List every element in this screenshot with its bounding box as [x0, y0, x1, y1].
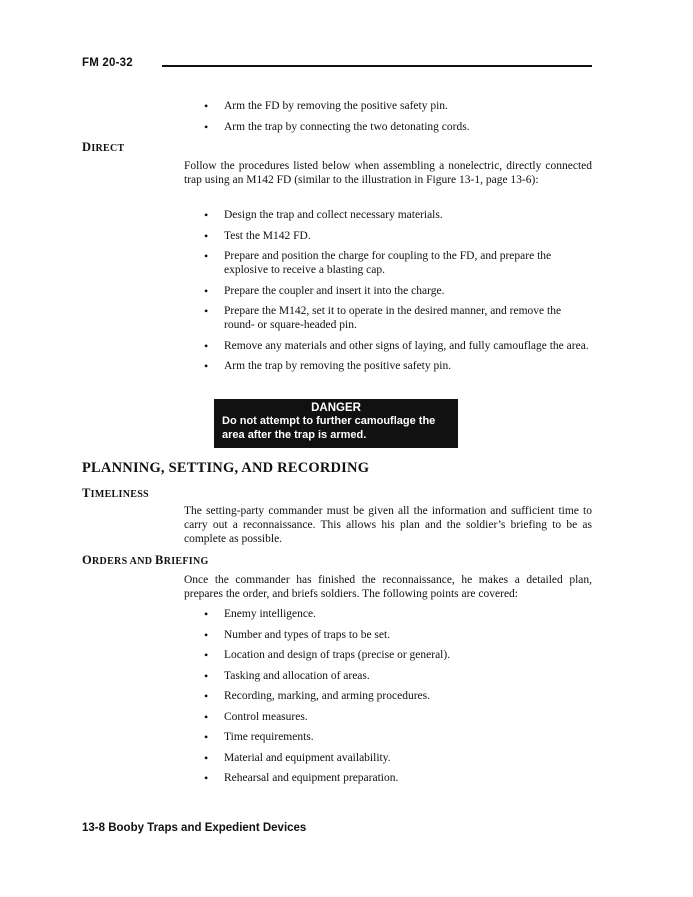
list-item: • Material and equipment availability.: [204, 751, 594, 765]
direct-heading: DIRECT: [82, 140, 125, 154]
list-item: • Recording, marking, and arming procedures.: [204, 689, 594, 703]
top-bullet-list: [204, 99, 594, 140]
direct-intro: Follow the procedures listed below when assembling a nonelectric, directly connected trap using an M142 FD (similar to the illustration in Figure 13-1, page 13-6):: [184, 160, 592, 186]
list-item: • Prepare the M142, set it to operate in the desired manner, and remove the round- or square-headed pin.: [204, 304, 594, 332]
list-item: • Test the M142 FD.: [204, 229, 594, 243]
timeliness-heading: TIMELINESS: [82, 486, 149, 500]
orders-bullet-list: [204, 607, 594, 792]
danger-title: DANGER: [311, 402, 361, 414]
list-item: • Enemy intelligence.: [204, 607, 594, 621]
list-item: • Location and design of traps (precise or general).: [204, 648, 594, 662]
direct-bullet-list: [204, 208, 594, 380]
list-item: • Control measures.: [204, 710, 594, 724]
danger-text: Do not attempt to further camouflage the area after the trap is armed.: [222, 415, 436, 441]
list-item: • Prepare and position the charge for coupling to the FD, and prepare the explosive to receive a blasting cap.: [204, 249, 594, 277]
list-item: • Arm the trap by connecting the two detonating cords.: [204, 120, 594, 134]
header-rule: [162, 65, 592, 67]
running-footer: 13-8 Booby Traps and Expedient Devices: [82, 822, 307, 834]
timeliness-text: The setting-party commander must be given all the information and sufficient time to carry out a reconnaissance. This allows his plan and the soldier’s briefing to be as complete as possible.: [184, 505, 592, 545]
list-item: • Time requirements.: [204, 730, 594, 744]
list-item: • Prepare the coupler and insert it into the charge.: [204, 284, 594, 298]
list-item: • Design the trap and collect necessary materials.: [204, 208, 594, 222]
list-item: • Rehearsal and equipment preparation.: [204, 771, 594, 785]
list-item: • Remove any materials and other signs of laying, and fully camouflage the area.: [204, 339, 594, 353]
orders-intro: Once the commander has finished the reconnaissance, he makes a detailed plan, prepares the order, and briefs soldiers. The following points are covered:: [184, 574, 592, 600]
orders-heading: ORDERS AND BRIEFING: [82, 553, 209, 567]
list-item: • Arm the trap by removing the positive safety pin.: [204, 359, 594, 373]
list-item: • Tasking and allocation of areas.: [204, 669, 594, 683]
list-item: • Number and types of traps to be set.: [204, 628, 594, 642]
list-item: • Arm the FD by removing the positive safety pin.: [204, 99, 594, 113]
section-title: PLANNING, SETTING, AND RECORDING: [82, 460, 370, 476]
running-header: FM 20-32: [82, 57, 133, 69]
danger-warning-box: [214, 399, 458, 448]
